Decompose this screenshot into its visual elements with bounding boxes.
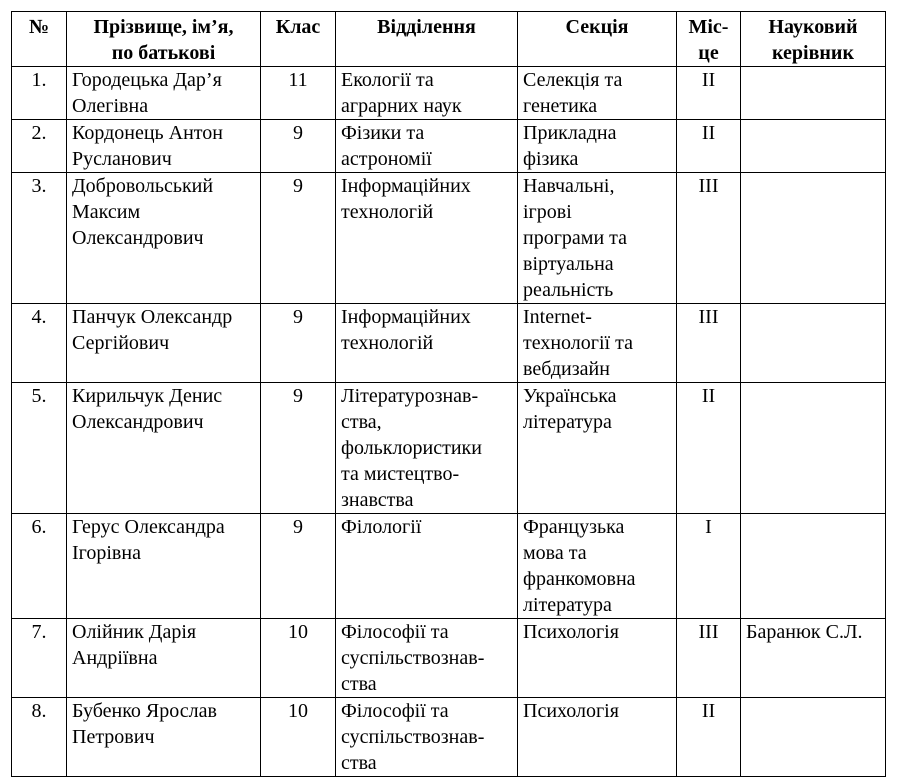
cell-grade: 9 xyxy=(261,383,336,514)
cell-department: Фізики та астрономії xyxy=(336,120,518,173)
cell-section: Навчальні, ігрові програми та віртуальна реальність xyxy=(518,173,677,304)
cell-supervisor xyxy=(741,698,886,777)
header-supervisor: Науковий керівник xyxy=(741,12,886,67)
cell-place: III xyxy=(677,173,741,304)
table-row xyxy=(12,173,886,304)
table-row xyxy=(12,383,886,514)
cell-number: 4. xyxy=(12,304,67,383)
table-row xyxy=(12,67,886,120)
cell-section: Селекція та генетика xyxy=(518,67,677,120)
cell-place: II xyxy=(677,67,741,120)
cell-department: Екології та аграрних наук xyxy=(336,67,518,120)
cell-number: 2. xyxy=(12,120,67,173)
cell-name: Олійник Дарія Андріївна xyxy=(67,619,261,698)
table-row xyxy=(12,514,886,619)
cell-number: 1. xyxy=(12,67,67,120)
table-row xyxy=(12,619,886,698)
cell-name: Городецька Дар’я Олегівна xyxy=(67,67,261,120)
cell-grade: 10 xyxy=(261,619,336,698)
cell-number: 6. xyxy=(12,514,67,619)
cell-place: II xyxy=(677,120,741,173)
header-row xyxy=(12,12,886,67)
results-table xyxy=(11,11,886,777)
cell-place: I xyxy=(677,514,741,619)
table-row xyxy=(12,304,886,383)
cell-section: Прикладна фізика xyxy=(518,120,677,173)
cell-number: 5. xyxy=(12,383,67,514)
cell-supervisor xyxy=(741,120,886,173)
cell-number: 8. xyxy=(12,698,67,777)
table-row xyxy=(12,120,886,173)
cell-number: 3. xyxy=(12,173,67,304)
cell-name: Кирильчук Денис Олександрович xyxy=(67,383,261,514)
cell-department: Літературознав- ства, фольклористики та мистецтво- знавства xyxy=(336,383,518,514)
cell-supervisor xyxy=(741,304,886,383)
cell-grade: 10 xyxy=(261,698,336,777)
cell-name: Панчук Олександр Сергійович xyxy=(67,304,261,383)
header-section: Секція xyxy=(518,12,677,67)
cell-number: 7. xyxy=(12,619,67,698)
cell-supervisor xyxy=(741,173,886,304)
cell-grade: 9 xyxy=(261,120,336,173)
header-number: № xyxy=(12,12,67,67)
cell-grade: 11 xyxy=(261,67,336,120)
cell-name: Бубенко Ярослав Петрович xyxy=(67,698,261,777)
header-department: Відділення xyxy=(336,12,518,67)
cell-supervisor xyxy=(741,67,886,120)
cell-department: Інформаційних технологій xyxy=(336,173,518,304)
cell-name: Добровольський Максим Олександрович xyxy=(67,173,261,304)
cell-name: Герус Олександра Ігорівна xyxy=(67,514,261,619)
cell-supervisor xyxy=(741,383,886,514)
cell-name: Кордонець Антон Русланович xyxy=(67,120,261,173)
table-row xyxy=(12,698,886,777)
cell-grade: 9 xyxy=(261,173,336,304)
header-place: Міс- це xyxy=(677,12,741,67)
cell-section: Французька мова та франкомовна література xyxy=(518,514,677,619)
cell-grade: 9 xyxy=(261,304,336,383)
cell-section: Психологія xyxy=(518,698,677,777)
cell-place: II xyxy=(677,698,741,777)
cell-section: Internet- технології та вебдизайн xyxy=(518,304,677,383)
cell-section: Українська література xyxy=(518,383,677,514)
header-name: Прізвище, ім’я, по батькові xyxy=(67,12,261,67)
cell-department: Філології xyxy=(336,514,518,619)
cell-department: Інформаційних технологій xyxy=(336,304,518,383)
header-grade: Клас xyxy=(261,12,336,67)
cell-place: III xyxy=(677,619,741,698)
cell-supervisor xyxy=(741,514,886,619)
cell-place: II xyxy=(677,383,741,514)
cell-supervisor: Баранюк С.Л. xyxy=(741,619,886,698)
cell-place: III xyxy=(677,304,741,383)
cell-section: Психологія xyxy=(518,619,677,698)
cell-department: Філософії та суспільствознав- ства xyxy=(336,698,518,777)
cell-grade: 9 xyxy=(261,514,336,619)
cell-department: Філософії та суспільствознав- ства xyxy=(336,619,518,698)
